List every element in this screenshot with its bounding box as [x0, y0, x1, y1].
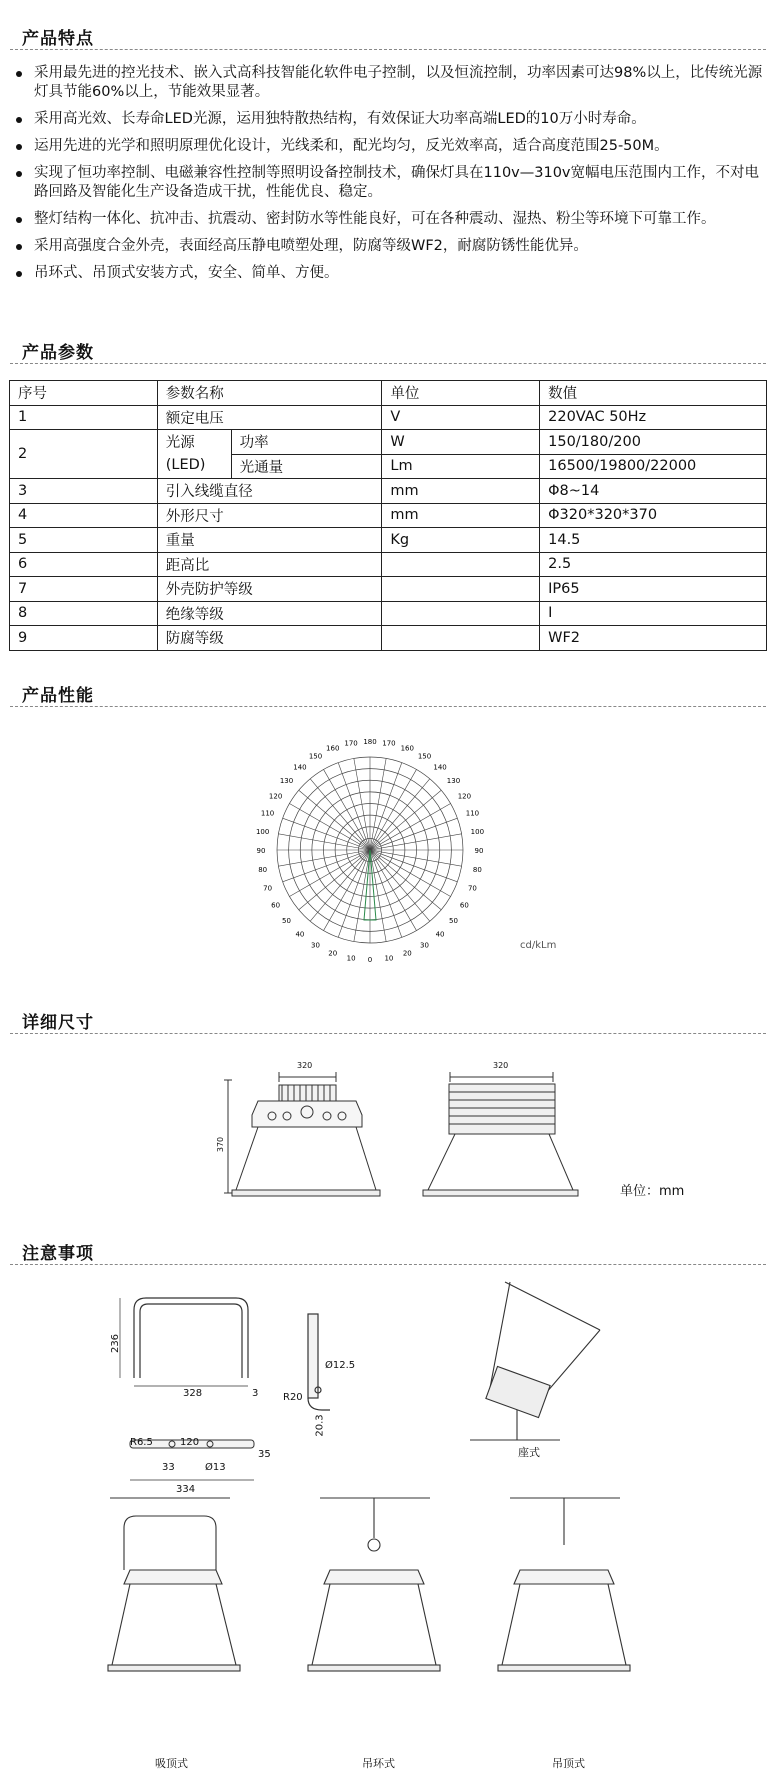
cell-no: 9: [10, 626, 158, 651]
front-view-lamp: [224, 1072, 380, 1196]
polar-angle-label: 140: [293, 763, 307, 772]
dim-height: 370: [216, 1136, 226, 1153]
cell-name: 额定电压: [157, 405, 382, 430]
polar-angle-label: 110: [260, 809, 275, 818]
section-title-features: 产品特点: [22, 29, 94, 49]
cell-unit: Kg: [382, 528, 540, 553]
dim-unit-text: 单位：mm: [620, 1184, 685, 1199]
label-ceiling-mount: 吸顶式: [155, 1757, 188, 1770]
cell-value: WF2: [540, 626, 767, 651]
polar-angle-label: 120: [457, 792, 472, 801]
cell-no: 5: [10, 528, 158, 553]
table-row: [10, 528, 767, 553]
table-header-row: [10, 381, 767, 406]
cell-value: I: [540, 601, 767, 626]
note-base-width: 334: [176, 1484, 196, 1495]
cell-value: 14.5: [540, 528, 767, 553]
cell-value: 150/180/200: [540, 430, 767, 455]
polar-angle-label: 50: [449, 917, 458, 926]
polar-angle-label: 20: [402, 949, 412, 958]
polar-angle-label: 70: [263, 884, 273, 893]
cell-name: 防腐等级: [157, 626, 382, 651]
polar-angle-label: 10: [346, 954, 356, 963]
hang-ceiling-drawing: [498, 1498, 630, 1671]
cell-group-line1: 光源: [165, 435, 195, 451]
section-divider: [10, 706, 766, 707]
polar-light-distribution-chart: [0, 730, 776, 990]
note-bend-radius: R20: [283, 1392, 303, 1403]
front-view-drawing: [0, 1060, 776, 1240]
dim-width-right: 320: [493, 1061, 509, 1070]
section-title-notes: 注意事项: [22, 1244, 94, 1264]
cell-unit: Lm: [382, 454, 540, 479]
table-row: [10, 430, 767, 455]
cell-unit: [382, 626, 540, 651]
polar-angle-label: 40: [435, 930, 445, 939]
section-divider: [10, 1033, 766, 1034]
polar-angle-label: 180: [363, 738, 377, 746]
cell-value: Φ320*320*370: [540, 503, 767, 528]
table-row: [10, 405, 767, 430]
cell-no: 6: [10, 552, 158, 577]
cell-unit: mm: [382, 503, 540, 528]
note-side-35: 35: [258, 1449, 271, 1460]
feature-item: 整灯结构一体化、抗冲击、抗震动、密封防水等性能良好，可在各种震动、湿热、粉尘等环境下可靠工作。: [14, 210, 766, 229]
cell-name: 绝缘等级: [157, 601, 382, 626]
cell-no: 4: [10, 503, 158, 528]
feature-item: 吊环式、吊顶式安装方式，安全、简单、方便。: [14, 264, 766, 283]
polar-angle-label: 0: [367, 956, 373, 964]
polar-angle-label: 110: [465, 809, 480, 818]
note-small-hole: Ø13: [205, 1462, 226, 1473]
dim-width-left: 320: [297, 1061, 313, 1070]
polar-angle-label: 60: [271, 901, 281, 910]
hang-ring-drawing: [308, 1498, 440, 1671]
cell-value: 2.5: [540, 552, 767, 577]
polar-angle-label: 90: [474, 847, 484, 855]
polar-angle-label: 150: [308, 752, 323, 761]
section-divider: [10, 363, 766, 364]
cell-no: 8: [10, 601, 158, 626]
ceiling-mount-drawing: [108, 1498, 240, 1671]
polar-angle-label: 30: [420, 941, 429, 950]
params-table: [9, 380, 767, 651]
cell-unit: [382, 552, 540, 577]
polar-angle-label: 100: [255, 828, 270, 837]
note-bracket-width: 328: [183, 1388, 203, 1399]
feature-item: 采用高强度合金外壳，表面经高压静电喷塑处理，防腐等级WF2，耐腐防锈性能优异。: [14, 237, 766, 256]
feature-item: 采用高光效、长寿命LED光源，运用独特散热结构，有效保证大功率高端LED的10万小时寿命。: [14, 110, 766, 129]
polar-angle-label: 140: [433, 763, 447, 772]
polar-angle-label: 70: [467, 884, 477, 893]
feature-item: 运用先进的光学和照明原理优化设计，光线柔和，配光均匀，反光效率高，适合高度范围25-50M。: [14, 137, 766, 156]
polar-angle-label: 30: [311, 941, 320, 950]
polar-angle-label: 150: [417, 752, 432, 761]
polar-angle-label: 60: [459, 901, 469, 910]
cell-unit: W: [382, 430, 540, 455]
cell-no: 2: [10, 430, 158, 479]
polar-angle-label: 50: [282, 917, 291, 926]
note-hole-spacing: 120: [180, 1437, 200, 1448]
table-row: [10, 503, 767, 528]
cell-unit: [382, 577, 540, 602]
cell-name: 重量: [157, 528, 382, 553]
header-cell: 参数名称: [157, 381, 382, 406]
section-divider: [10, 49, 766, 50]
polar-angle-label: 170: [344, 739, 358, 748]
note-bracket-thick: 3: [252, 1388, 259, 1399]
side-view-lamp: [423, 1072, 578, 1196]
label-seat-mount: 座式: [518, 1446, 540, 1459]
polar-angle-label: 20: [328, 949, 338, 958]
cell-unit: [382, 601, 540, 626]
cell-group: [157, 430, 231, 479]
cell-name: 外壳防护等级: [157, 577, 382, 602]
header-cell: 单位: [382, 381, 540, 406]
polar-angle-label: 100: [470, 828, 485, 837]
cell-value: 220VAC 50Hz: [540, 405, 767, 430]
polar-angle-label: 40: [295, 930, 305, 939]
polar-angle-label: 90: [256, 847, 266, 855]
header-cell: 数值: [540, 381, 767, 406]
section-divider: [10, 1264, 766, 1265]
table-row: [10, 626, 767, 651]
cell-unit: V: [382, 405, 540, 430]
section-title-performance: 产品性能: [22, 686, 94, 706]
section-title-dimensions: 详细尺寸: [22, 1013, 94, 1033]
note-hole-dia: Ø12.5: [325, 1360, 356, 1371]
cell-value: Φ8~14: [540, 479, 767, 504]
cell-no: 1: [10, 405, 158, 430]
u-bracket-drawing: [120, 1298, 248, 1386]
cell-unit: mm: [382, 479, 540, 504]
cell-no: 3: [10, 479, 158, 504]
polar-angle-label: 10: [384, 954, 394, 963]
polar-angle-label: 80: [258, 865, 268, 874]
feature-item: 采用最先进的控光技术、嵌入式高科技智能化软件电子控制，以及恒流控制，功率因素可达98%以上，比传统光源灯具节能60%以上，节能效果显著。: [14, 64, 766, 102]
note-slot-radius: R6.5: [130, 1437, 153, 1448]
polar-unit-label: cd/kLm: [520, 940, 557, 951]
polar-angle-label: 170: [382, 739, 396, 748]
label-hang-ceiling: 吊顶式: [552, 1757, 585, 1770]
polar-angle-label: 120: [268, 792, 283, 801]
note-bracket-height: 236: [110, 1333, 122, 1354]
cell-group-line2: (LED): [165, 457, 206, 473]
polar-angle-label: 130: [446, 776, 461, 785]
cell-value: 16500/19800/22000: [540, 454, 767, 479]
feature-list: [14, 64, 766, 291]
table-row: [10, 479, 767, 504]
cell-value: IP65: [540, 577, 767, 602]
section-title-params: 产品参数: [22, 343, 94, 363]
cell-name: 距高比: [157, 552, 382, 577]
polar-angle-label: 160: [326, 744, 340, 753]
table-row: [10, 552, 767, 577]
cell-name: 外形尺寸: [157, 503, 382, 528]
cell-sub: 功率: [231, 430, 382, 455]
polar-angle-label: 80: [472, 865, 482, 874]
label-hang-ring: 吊环式: [362, 1757, 395, 1770]
cell-sub: 光通量: [231, 454, 382, 479]
polar-angle-label: 130: [279, 776, 294, 785]
polar-angle-label: 160: [400, 744, 414, 753]
table-row: [10, 601, 767, 626]
note-small-33: 33: [162, 1462, 175, 1473]
note-offset: 20.3: [314, 1414, 326, 1437]
feature-item: 实现了恒功率控制、电磁兼容性控制等照明设备控制技术，确保灯具在110v—310v宽幅电压范围内工作，不对电路回路及智能化生产设备造成干扰，性能优良、稳定。: [14, 164, 766, 202]
header-cell: 序号: [10, 381, 158, 406]
cell-no: 7: [10, 577, 158, 602]
cell-name: 引入线缆直径: [157, 479, 382, 504]
seat-mount-drawing: [470, 1282, 600, 1440]
table-row: [10, 577, 767, 602]
